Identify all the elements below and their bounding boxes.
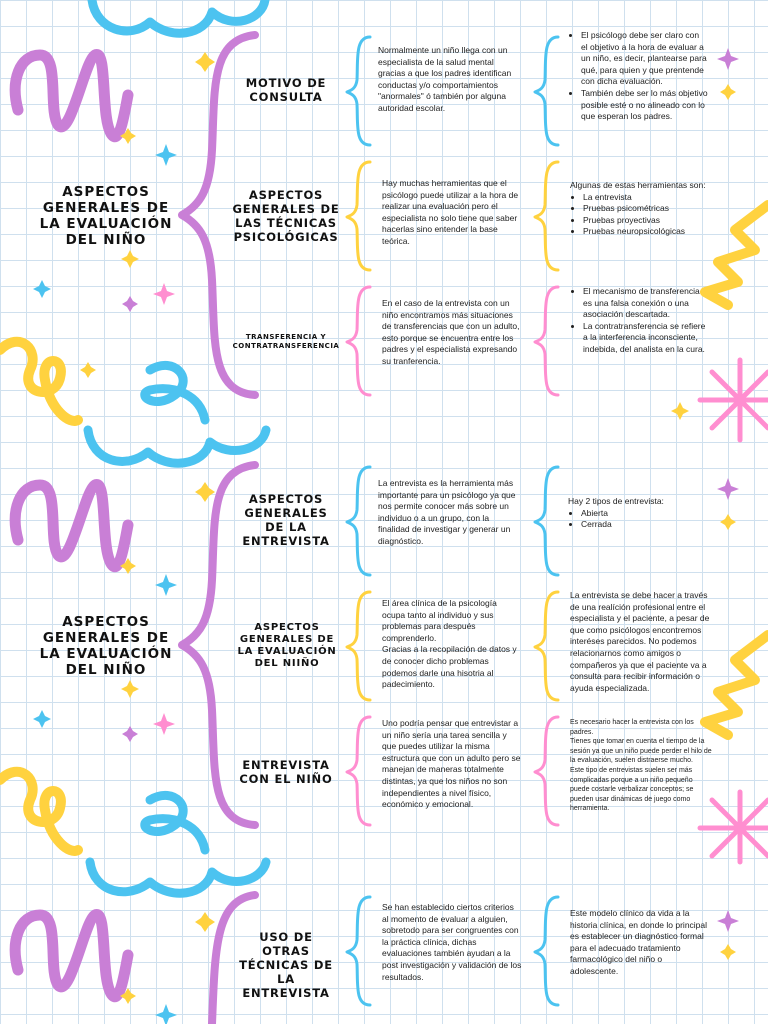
row-description: Se han establecido ciertos criterios al momento de evaluar a alguien, sobretodo para ser congruentes con la práctica clínica, dichas evaluaciones también ayudan a la post investigación y validación de los resultados. [382, 902, 522, 982]
small-brace [347, 162, 370, 270]
zigzag [705, 635, 768, 735]
row-description: La entrevista es la herramienta más importante para un psicólogo ya que nos permite conocer más sobre un individuo o a un grupo, con la finalidad de investigar y generar un diagnóstico. [378, 478, 516, 546]
row-notes: Es necesario hacer la entrevista con los padres. Tienes que tomar en cuenta el tiempo de la sesión ya que un niño puede perder el hilo de la evaluación, suelen distraerse mucho. Este tipo de entrevistas suelen ser más complicadas porque a un niño pequeño puede costarle verbalizar conceptos; se pueden usar dinámicas de juego como herramienta. [570, 719, 712, 813]
small-brace [535, 717, 558, 825]
notes-intro: Algunas de estas herramientas son: [570, 180, 706, 190]
small-brace [535, 897, 558, 1005]
asterisk-burst [700, 360, 768, 440]
row-notes: Este modelo clínico da vida a la historia clínica, en donde lo principal es establecer un diagnóstico formal para el adecuado tratamiento farmacológico del niño o adolescente. [570, 908, 708, 976]
small-brace [347, 467, 370, 575]
row-notes [570, 180, 710, 238]
row-heading: MOTIVO DE CONSULTA [245, 76, 327, 104]
zigzag [705, 205, 768, 305]
cloud-outline [88, 430, 266, 463]
note-item: • La entrevista [583, 192, 710, 204]
wavy-purple-scribble [15, 915, 128, 997]
note-item: • Abierta [581, 508, 708, 520]
row-notes [570, 286, 710, 356]
note-item: • Pruebas psicométricas [583, 203, 710, 215]
small-brace [535, 162, 558, 270]
small-brace [535, 287, 558, 395]
section-title: ASPECTOS GENERALES DE LA EVALUACIÓN DEL NIÑO [39, 184, 173, 248]
small-brace [535, 37, 558, 145]
note-item: • Pruebas proyectivas [583, 215, 710, 227]
note-item: • El psicólogo debe ser claro con el objetivo a la hora de evaluar a un niño, es decir, plantearse para qué, para quien y que prentende con dicha evaluación. [581, 30, 708, 88]
row-description: Hay muchas herramientas que el psicólogo puede utilizar a la hora de realizar una evaluación pero el especialista no solo tiene que saber hacerlas sino entender la base teórica. [382, 178, 519, 246]
note-item: • El mecanismo de transferencia es una falsa conexión o una asociación descartada. [583, 286, 710, 321]
cloud-outline [90, 862, 266, 893]
row-description: Normalmente un niño llega con un especialista de la salud mental gracias a que los padres identifican conductas y/o comportamientos "anormales" ó también por alguna autoridad escolar. [378, 45, 512, 113]
row-notes: La entrevista se debe hacer a través de una realíción profesional entre el especialista y el paciente, a pesar de que como psicólogos encontremos interéses parecidos. No podemos relacionarnos como amigos o compañeros ya que el paciente va a consulta para recibir información o ayuda especializada. [570, 590, 710, 693]
wavy-purple-scribble [15, 55, 128, 137]
row-description: En el caso de la entrevista con un niño encontramos más situaciones de transferencias que con un adulto, esto porque se encuentra entre los padres y el especialista expresando su tranferencia. [382, 298, 520, 366]
row-heading: ASPECTOS GENERALES DE LA ENTREVISTA [242, 492, 330, 548]
small-brace [535, 467, 558, 575]
small-brace [347, 37, 370, 145]
row-description: Uno podría pensar que entrevistar a un niño sería una tarea sencilla y que puedes utilizar la misma estructura que con un adulto pero se manejan de maneras totalmente distintas, ya que los niños no son independientes a nivel físico, económico y emocional. [382, 718, 521, 810]
row-heading: ASPECTOS GENERALES DE LAS TÉCNICAS PSICOLÓGICAS [232, 188, 340, 244]
loop-squiggle [145, 365, 205, 420]
loop-squiggle [145, 795, 205, 850]
row-heading: ENTREVISTA CON EL NIÑO [239, 758, 333, 786]
row-description: El área clínica de la psicología ocupa tanto al individuo y sus problemas para después comprenderlo. Gracias a la recopilación de datos y de conocer dicho problemas podemos darle una hisotria al padecimiento. [382, 598, 517, 690]
row-heading: ASPECTOS GENERALES DE LA EVALUACIÓN DEL NIIÑO [237, 622, 337, 669]
small-brace [347, 287, 370, 395]
small-brace [535, 592, 558, 700]
note-item: • Pruebas neuropsicológicas [583, 226, 710, 238]
note-item: • También debe ser lo más objetivo posible esté o no alineado con lo que esperan los padres. [581, 88, 708, 123]
cloud-outline [92, 0, 265, 33]
small-brace [347, 897, 370, 1005]
loop-squiggle [0, 772, 78, 851]
note-item: • Cerrada [581, 519, 708, 531]
small-brace [347, 717, 370, 825]
notes-intro: Hay 2 tipos de entrevista: [568, 496, 664, 506]
note-item: • La contratransferencia se refiere a la interferencia inconsciente, indebida, del analista en la cura. [583, 321, 710, 356]
wavy-purple-scribble [15, 485, 128, 567]
row-notes [568, 496, 708, 531]
loop-squiggle [0, 342, 78, 421]
section-title: ASPECTOS GENERALES DE LA EVALUACIÓN DEL NIÑO [39, 614, 173, 678]
row-notes [568, 30, 708, 123]
small-brace [347, 592, 370, 700]
row-heading: USO DE OTRAS TÉCNICAS DE LA ENTREVISTA [239, 930, 333, 1000]
row-heading: TRANSFERENCIA Y CONTRATRANSFERENCIA [232, 333, 340, 350]
